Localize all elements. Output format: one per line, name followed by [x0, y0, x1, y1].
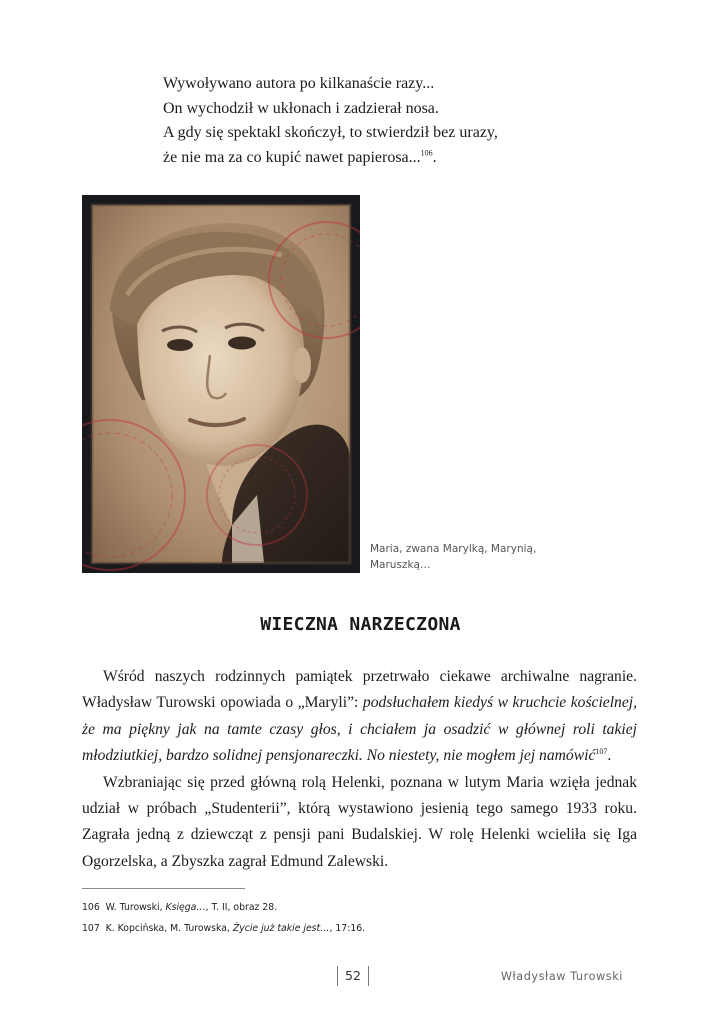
verse-line-4	[163, 146, 498, 171]
section-heading: WIECZNA NARZECZONA	[260, 614, 461, 635]
footnote-ref-106[interactable]: 106	[420, 148, 433, 158]
photo-caption: Maria, zwana Marylką, Marynią, Maruszką…	[370, 543, 537, 571]
paragraph-2: Wzbraniając się przed główną rolą Helenki, poznana w lutym Maria wzięła jednak udział w próbach „Studenterii”, którą wystawiono jesienią tego samego 1933 roku. Zagrała jedną z dziewcząt z pensji pani Budalskiej. W rolę Helenki wcieliła się Iga Ogorzelska, a Zbyszka zagrał Edmund Zalewski.	[82, 773, 637, 870]
verse-line-1: Wywoływano autora po kilkanaście razy...	[163, 75, 435, 92]
portrait-photo	[82, 195, 360, 573]
running-head: Władysław Turowski	[500, 970, 623, 983]
portrait-image	[82, 195, 360, 573]
verse-line-4-text: że nie ma za co kupić nawet papierosa...	[163, 148, 421, 166]
footnote-title: Życie już takie jest…	[232, 923, 330, 934]
folio-right-bar	[368, 966, 369, 986]
verse-line-2: On wychodził w ukłonach i zadzierał nosa.	[163, 99, 439, 117]
paragraph-1	[82, 664, 637, 770]
footnote-rest: , 17:16.	[329, 923, 366, 934]
verse-end-punct: .	[432, 148, 437, 166]
footnote-number: 106	[82, 902, 100, 913]
footnote-author: W. Turowski,	[105, 902, 166, 913]
footnote-author: K. Kopcińska, M. Turowska,	[105, 923, 233, 934]
verse-block	[163, 72, 498, 170]
footnote-rest: , T. II, obraz 28.	[205, 902, 278, 913]
footnote-107	[82, 918, 365, 939]
footnote-title: Księga…	[165, 902, 206, 913]
paragraph-1-lead: Wśród naszych rodzinnych pamiątek przetrwało ciekawe archiwalne nagranie. Władysław Turowski opowiada o „Maryli”:	[82, 668, 637, 712]
footnote-ref-107[interactable]: 107	[595, 747, 608, 757]
paragraph-1-end: .	[607, 747, 612, 765]
footnote-106	[82, 897, 365, 918]
body-text	[82, 664, 637, 875]
page-number: 52	[345, 968, 361, 983]
verse-line-3: A gdy się spektakl skończył, to stwierdził bez urazy,	[163, 124, 498, 142]
footnote-number: 107	[82, 923, 100, 934]
footnotes	[82, 897, 365, 939]
footnote-separator	[82, 888, 245, 889]
paragraph-1-quote: podsłuchałem kiedyś w kruchcie kościelnej, że ma piękny jak na tamte czasy głos, i chciałem ja osadzić w głównej roli takiej młodziutkiej, bardzo solidnej pensjonareczki. No niestety, nie mogłem jej namówić	[82, 694, 637, 765]
